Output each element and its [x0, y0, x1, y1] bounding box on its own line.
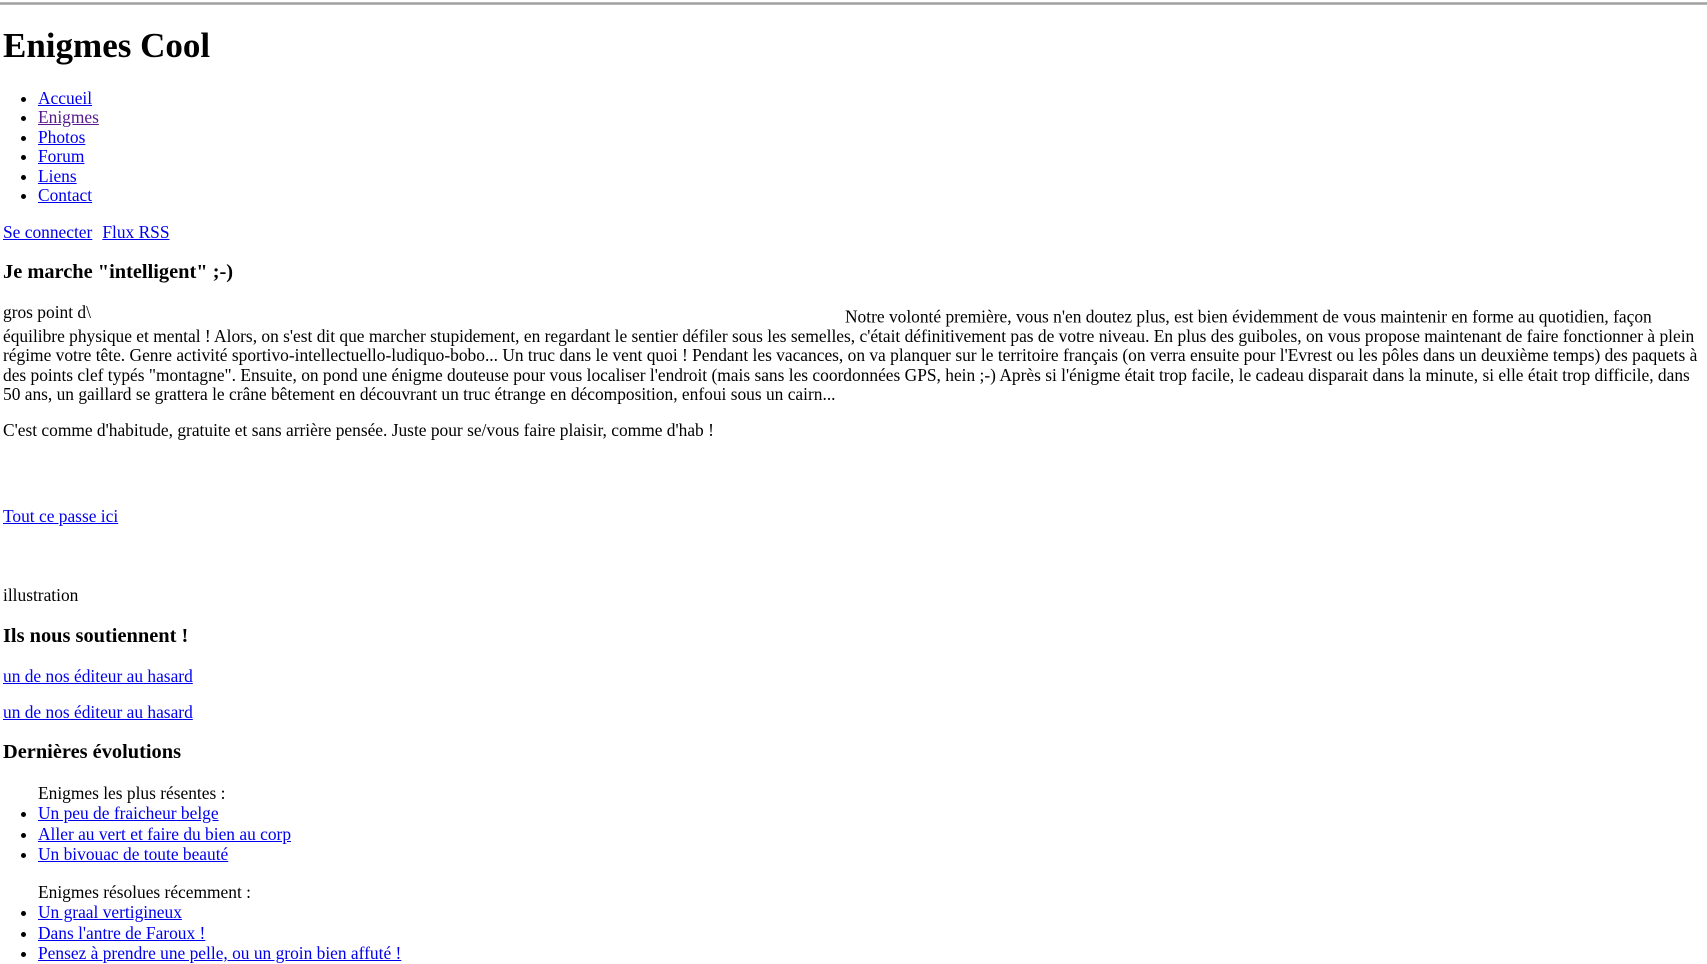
nav-link-liens[interactable]: Liens	[38, 165, 77, 186]
article-body-text: Notre volonté première, vous n'en doutez plus, est bien évidemment de vous maintenir en forme au quotidien, façon équilibre physique et mental ! Alors, on s'est dit que marcher stupidement, en regardant le sentier défiler sous les semelles, c'était définitivement pas de votre niveau. En plus des guiboles, on vous propose maintenant de faire fonctionner à plein régime votre tête. Genre activité sportivo-intellectuello-ludiquo-bobo... Un truc dans le vent quoi ! Pendant les vacances, on va planquer sur le territoire français (on verra ensuite pour l'Evrest ou les pôles dans un deuxième temps) des paquets à des points clef typés "montagne". Ensuite, on pond une énigme douteuse pour vous localiser l'endroit (mais sans les coordonnées GPS, hein ;-) Après si l'énigme était trop facile, le cadeau disparait dans la minute, si elle était trop difficile, dans 50 ans, un gaillard se grattera le crâne bêtement en découvrant un truc étrange en décomposition, enfoui sous un cairn...	[3, 306, 1698, 404]
login-link[interactable]: Se connecter	[3, 221, 93, 242]
list-item	[38, 943, 1704, 964]
list-item	[38, 824, 1704, 845]
recent-enigmas-list	[3, 803, 1704, 865]
list-item	[38, 902, 1704, 923]
nav-item	[38, 108, 1704, 128]
sponsors-title: Ils nous soutiennent !	[3, 624, 189, 647]
enigma-link[interactable]: Aller au vert et faire du bien au corp	[38, 823, 292, 844]
site-title: Enigmes Cool	[3, 26, 211, 65]
enigma-link[interactable]: Dans l'antre de Faroux !	[38, 922, 206, 943]
illustration-alt: illustration	[3, 585, 79, 606]
spacer	[3, 543, 1704, 569]
nav-link-enigmes[interactable]: Enigmes	[38, 107, 99, 127]
main-nav	[3, 89, 1704, 206]
cta-paragraph	[3, 507, 1704, 527]
article-title: Je marche "intelligent" ;-)	[3, 261, 234, 283]
enigma-link[interactable]: Un graal vertigineux	[38, 902, 182, 923]
nav-item	[38, 89, 1704, 109]
account-bar	[3, 223, 1704, 243]
solved-enigmas-intro: Enigmes résolues récemment :	[38, 881, 251, 902]
nav-link-contact[interactable]: Contact	[38, 185, 93, 205]
enigma-link[interactable]: Un peu de fraicheur belge	[38, 803, 219, 824]
rss-link[interactable]: Flux RSS	[102, 221, 170, 242]
broken-image-alt: gros point d\	[3, 303, 91, 323]
nav-link-forum[interactable]: Forum	[38, 146, 85, 166]
recent-enigmas-intro: Enigmes les plus résentes :	[38, 782, 226, 803]
article-body	[3, 303, 1704, 404]
page-content	[0, 27, 1707, 964]
nav-link-accueil[interactable]: Accueil	[38, 87, 93, 108]
nav-item	[38, 128, 1704, 148]
list-item	[38, 803, 1704, 824]
list-item	[38, 923, 1704, 944]
random-editor-link-1[interactable]: un de nos éditeur au hasard	[3, 666, 193, 687]
latest-title: Dernières évolutions	[3, 741, 182, 764]
spacer	[3, 458, 1704, 490]
nav-link-photos[interactable]: Photos	[38, 126, 86, 147]
enigma-link[interactable]: Pensez à prendre une pelle, ou un groin bien affuté !	[38, 943, 402, 964]
sponsor-paragraph	[3, 703, 1704, 723]
cta-link[interactable]: Tout ce passe ici	[3, 505, 119, 526]
top-divider	[0, 2, 1707, 5]
recent-enigmas-section	[3, 784, 1704, 865]
random-editor-link-2[interactable]: un de nos éditeur au hasard	[3, 701, 193, 722]
article-body-2: C'est comme d'habitude, gratuite et sans arrière pensée. Juste pour se/vous faire plaisir, comme d'hab !	[3, 420, 714, 441]
nav-item	[38, 167, 1704, 187]
nav-item	[38, 186, 1704, 206]
enigma-link[interactable]: Un bivouac de toute beauté	[38, 844, 229, 865]
solved-enigmas-list	[3, 902, 1704, 964]
sponsor-paragraph	[3, 667, 1704, 687]
solved-enigmas-section	[3, 883, 1704, 964]
list-item	[38, 844, 1704, 865]
nav-item	[38, 147, 1704, 167]
